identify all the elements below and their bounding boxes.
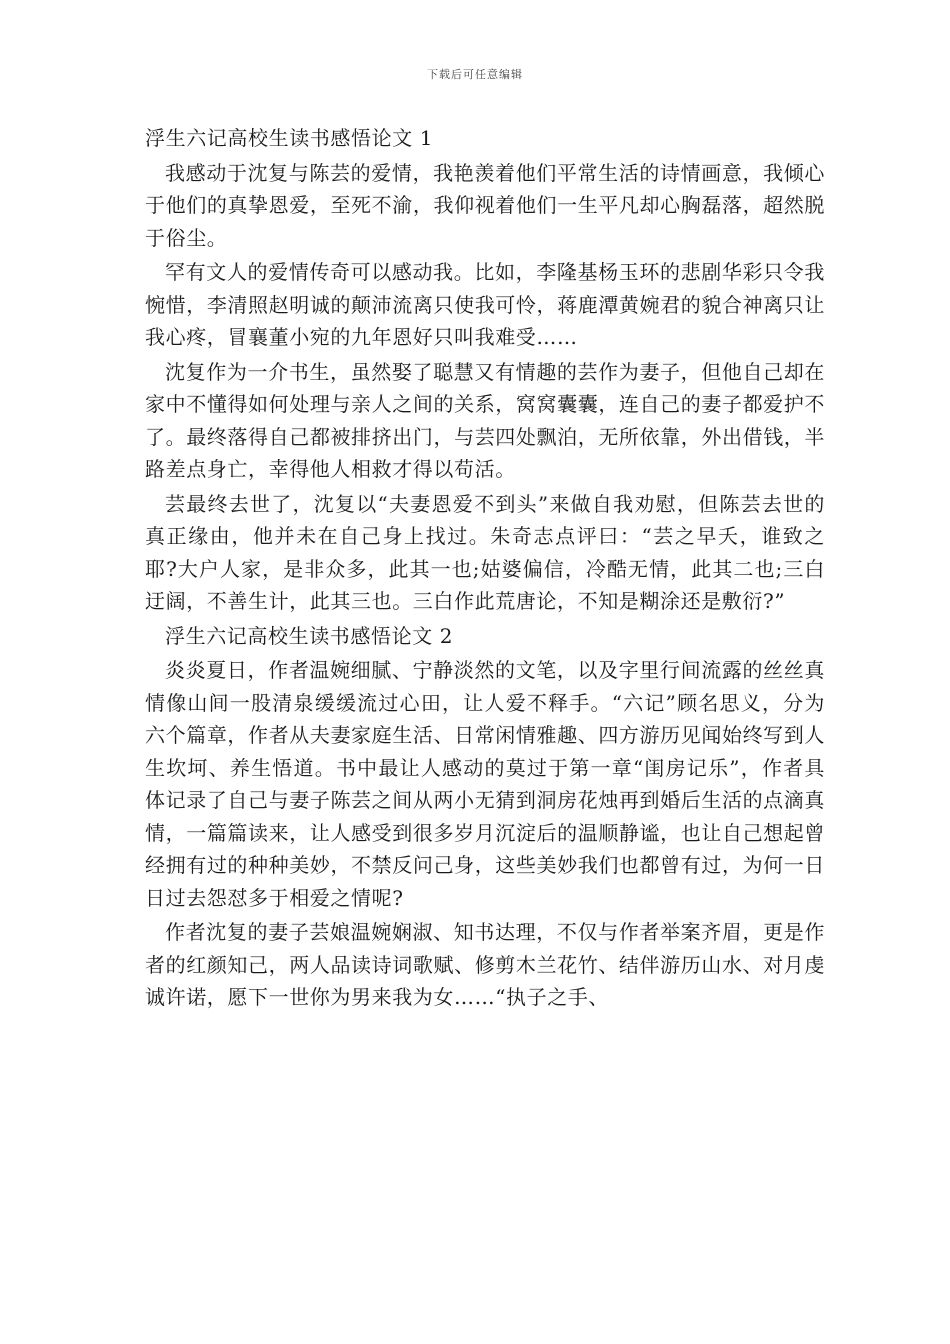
paragraph: 炎炎夏日，作者温婉细腻、宁静淡然的文笔，以及字里行间流露的丝丝真情像山间一股清泉缓缓流过心田，让人爱不释手。“六记”顾名思义，分为六个篇章，作者从夫妻家庭生活、日常闲情雅趣、四方游历见闻始终写到人生坎坷、养生悟道。书中最让人感动的莫过于第一章“闺房记乐”，作者具体记录了自己与妻子陈芸之间从两小无猜到洞房花烛再到婚后生活的点滴真情，一篇篇读来，让人感受到很多岁月沉淀后的温顺静谧，也让自己想起曾经拥有过的种种美妙，不禁反问己身，这些美妙我们也都曾有过，为何一日日过去怨怼多于相爱之情呢?	[145, 658, 825, 910]
paragraph: 芸最终去世了，沈复以“夫妻恩爱不到头”来做自我劝慰，但陈芸去世的真正缘由，他并未在自己身上找过。朱奇志点评曰：“芸之早夭，谁致之耶?大户人家，是非众多，此其一也;姑婆偏信，冷酷无情，此其二也;三白迂阔，不善生计，此其三也。三白作此荒唐论，不知是糊涂还是敷衍?”	[145, 491, 825, 613]
paragraph: 罕有文人的爱情传奇可以感动我。比如，李隆基杨玉环的悲剧华彩只令我惋惜，李清照赵明诚的颠沛流离只使我可怜，蒋鹿潭黄婉君的貌合神离只让我心疼，冒襄董小宛的九年恩好只叫我难受……	[145, 260, 825, 349]
paragraph: 沈复作为一介书生，虽然娶了聪慧又有情趣的芸作为妻子，但他自己却在家中不懂得如何处理与亲人之间的关系，窝窝囊囊，连自己的妻子都爱护不了。最终落得自己都被排挤出门，与芸四处飘泊，无所依靠，外出借钱，半路差点身亡，幸得他人相救才得以苟活。	[145, 359, 825, 481]
document-body	[145, 122, 825, 1014]
section-title: 浮生六记高校生读书感悟论文 1	[145, 126, 434, 150]
paragraph: 我感动于沈复与陈芸的爱情，我艳羡着他们平常生活的诗情画意，我倾心于他们的真挚恩爱，至死不渝，我仰视着他们一生平凡却心胸磊落，超然脱于俗尘。	[145, 160, 825, 250]
paragraph: 作者沈复的妻子芸娘温婉娴淑、知书达理，不仅与作者举案齐眉，更是作者的红颜知己，两人品读诗词歌赋、修剪木兰花竹、结伴游历山水、对月虔诚许诺，愿下一世你为男来我为女……“执子之手、	[145, 920, 825, 1009]
section-title: 浮生六记高校生读书感悟论文 2	[165, 623, 454, 648]
header-note: 下载后可任意编辑	[427, 68, 523, 81]
